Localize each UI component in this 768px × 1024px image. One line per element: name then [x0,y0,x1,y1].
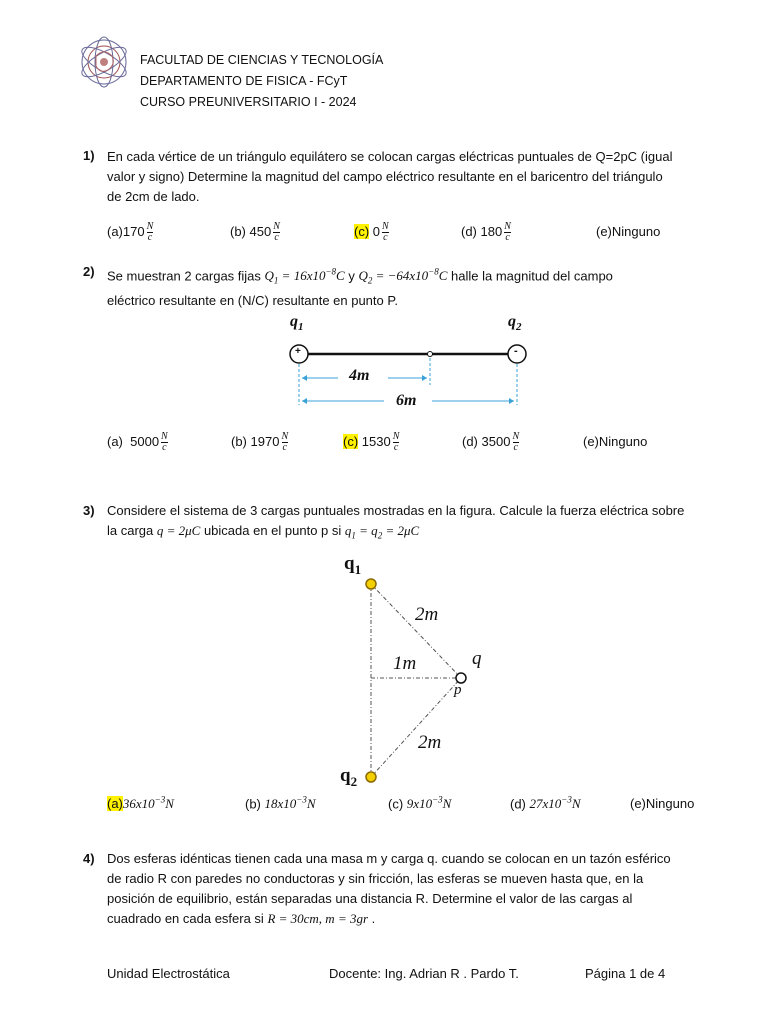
q1-text [107,147,717,207]
q2-option-e[interactable]: (e)Ninguno [583,434,648,449]
q3-option-c[interactable]: (c) $9x10^{-3}N$ [388,795,452,812]
header-department: DEPARTAMENTO DE FISICA - FCyT [140,74,348,88]
footer-teacher: Docente: Ing. Adrian R . Pardo T. [329,966,519,981]
q2-option-d[interactable]: (d) 3500 $\frac{N}{c}$ [462,431,520,453]
fig2-q2-label: $q_2$ [508,313,522,334]
fig3-p-label: p [454,682,462,698]
q3-text [107,501,727,546]
point-p-marker [428,352,433,357]
q3-option-d[interactable]: (d) $27x10^{-3}N$ [510,795,581,812]
footer-unit: Unidad Electrostática [107,966,230,981]
fig2-distance-6m: 6m [396,392,417,409]
q2-text [107,262,727,311]
q3-diagram [330,550,510,795]
q1-text-line: de 2cm de lado. [107,189,200,204]
q1-text-line: En cada vértice de un triángulo equilátero se colocan cargas eléctricas puntuales de Q=2pC (igual [107,149,673,164]
fig2-q1-label: $q_1$ [290,313,304,334]
q4-text-line4: cuadrado en cada esfera si R = 30cm, m = 3gr . [107,911,376,926]
q1-option-a[interactable]: (a)170 $\frac{N}{c}$ [107,221,154,243]
fig2-distance-4m: 4m [349,367,370,384]
q1-text-line: valor y signo) Determine la magnitud del campo eléctrico resultante en el baricentro del triángulo [107,169,663,184]
fig2-minus-sign: - [514,345,518,357]
fig3-q-label: q [472,648,482,669]
q2-text-line1: Se muestran 2 cargas fijas $Q_1 = 16x10^{-8}C$ y $Q_2 = -64x10^{-8}C$ halle la magnitud del campo [107,267,613,286]
q3-option-a[interactable]: $(a)36x10^{-3}N$ [107,795,174,812]
q3-option-e[interactable]: (e)Ninguno [630,796,695,811]
q4-text-line: posición de equilibrio, están separadas una distancia R. Determine el valor de las cargas al [107,891,633,906]
q1-number: 1) [83,148,95,163]
charge-q2-point [366,772,376,782]
q1-option-b[interactable]: (b) 450 $\frac{N}{c}$ [230,221,280,243]
fig3-q1-label: $q_1$ [344,553,362,577]
header-faculty: FACULTAD DE CIENCIAS Y TECNOLOGÍA [140,53,384,67]
header-block [140,50,383,113]
fig3-q2-label: $q_2$ [340,765,358,789]
q1-option-d[interactable]: (d) 180 $\frac{N}{c}$ [461,221,511,243]
q1-option-c[interactable]: (c) 0 $\frac{N}{c}$ [354,221,389,243]
charge-q1-point [366,579,376,589]
university-seal-icon [76,34,132,90]
q2-option-c[interactable]: (c) 1530 $\frac{N}{c}$ [343,431,400,453]
q3-number: 3) [83,503,95,518]
triangle-side-bottom [371,678,461,777]
fig3-distance-bottom: 2m [418,732,442,753]
fig2-plus-sign: + [295,346,301,357]
q2-number: 2) [83,264,95,279]
q4-text-line: de radio R con paredes no conductoras y sin fricción, las esferas se mueven hasta que, en la [107,871,644,886]
fig3-distance-top: 2m [415,604,439,625]
q1-option-e[interactable]: (e)Ninguno [596,224,661,239]
q2-text-line2: eléctrico resultante en (N/C) resultante en punto P. [107,292,398,308]
footer-page-number: Página 1 de 4 [585,966,666,981]
q4-number: 4) [83,851,95,866]
q4-text [107,849,717,929]
fig3-distance-middle: 1m [393,653,417,674]
q3-option-b[interactable]: (b) $18x10^{-3}N$ [245,795,316,812]
header-course: CURSO PREUNIVERSITARIO I - 2024 [140,95,357,109]
q3-text-line1: Considere el sistema de 3 cargas puntuales mostradas en la figura. Calcule la fuerza eléctrica sobre [107,503,685,518]
q3-text-line2: la carga q = 2μC ubicada en el punto p si $q_1 = q_2 = 2\mu C$ [107,523,420,541]
q2-option-b[interactable]: (b) 1970 $\frac{N}{c}$ [231,431,289,453]
q4-text-line: Dos esferas idénticas tienen cada una masa m y carga q. cuando se colocan en un tazón esférico [107,851,671,866]
q2-option-a[interactable]: (a) 5000 $\frac{N}{c}$ [107,431,168,453]
